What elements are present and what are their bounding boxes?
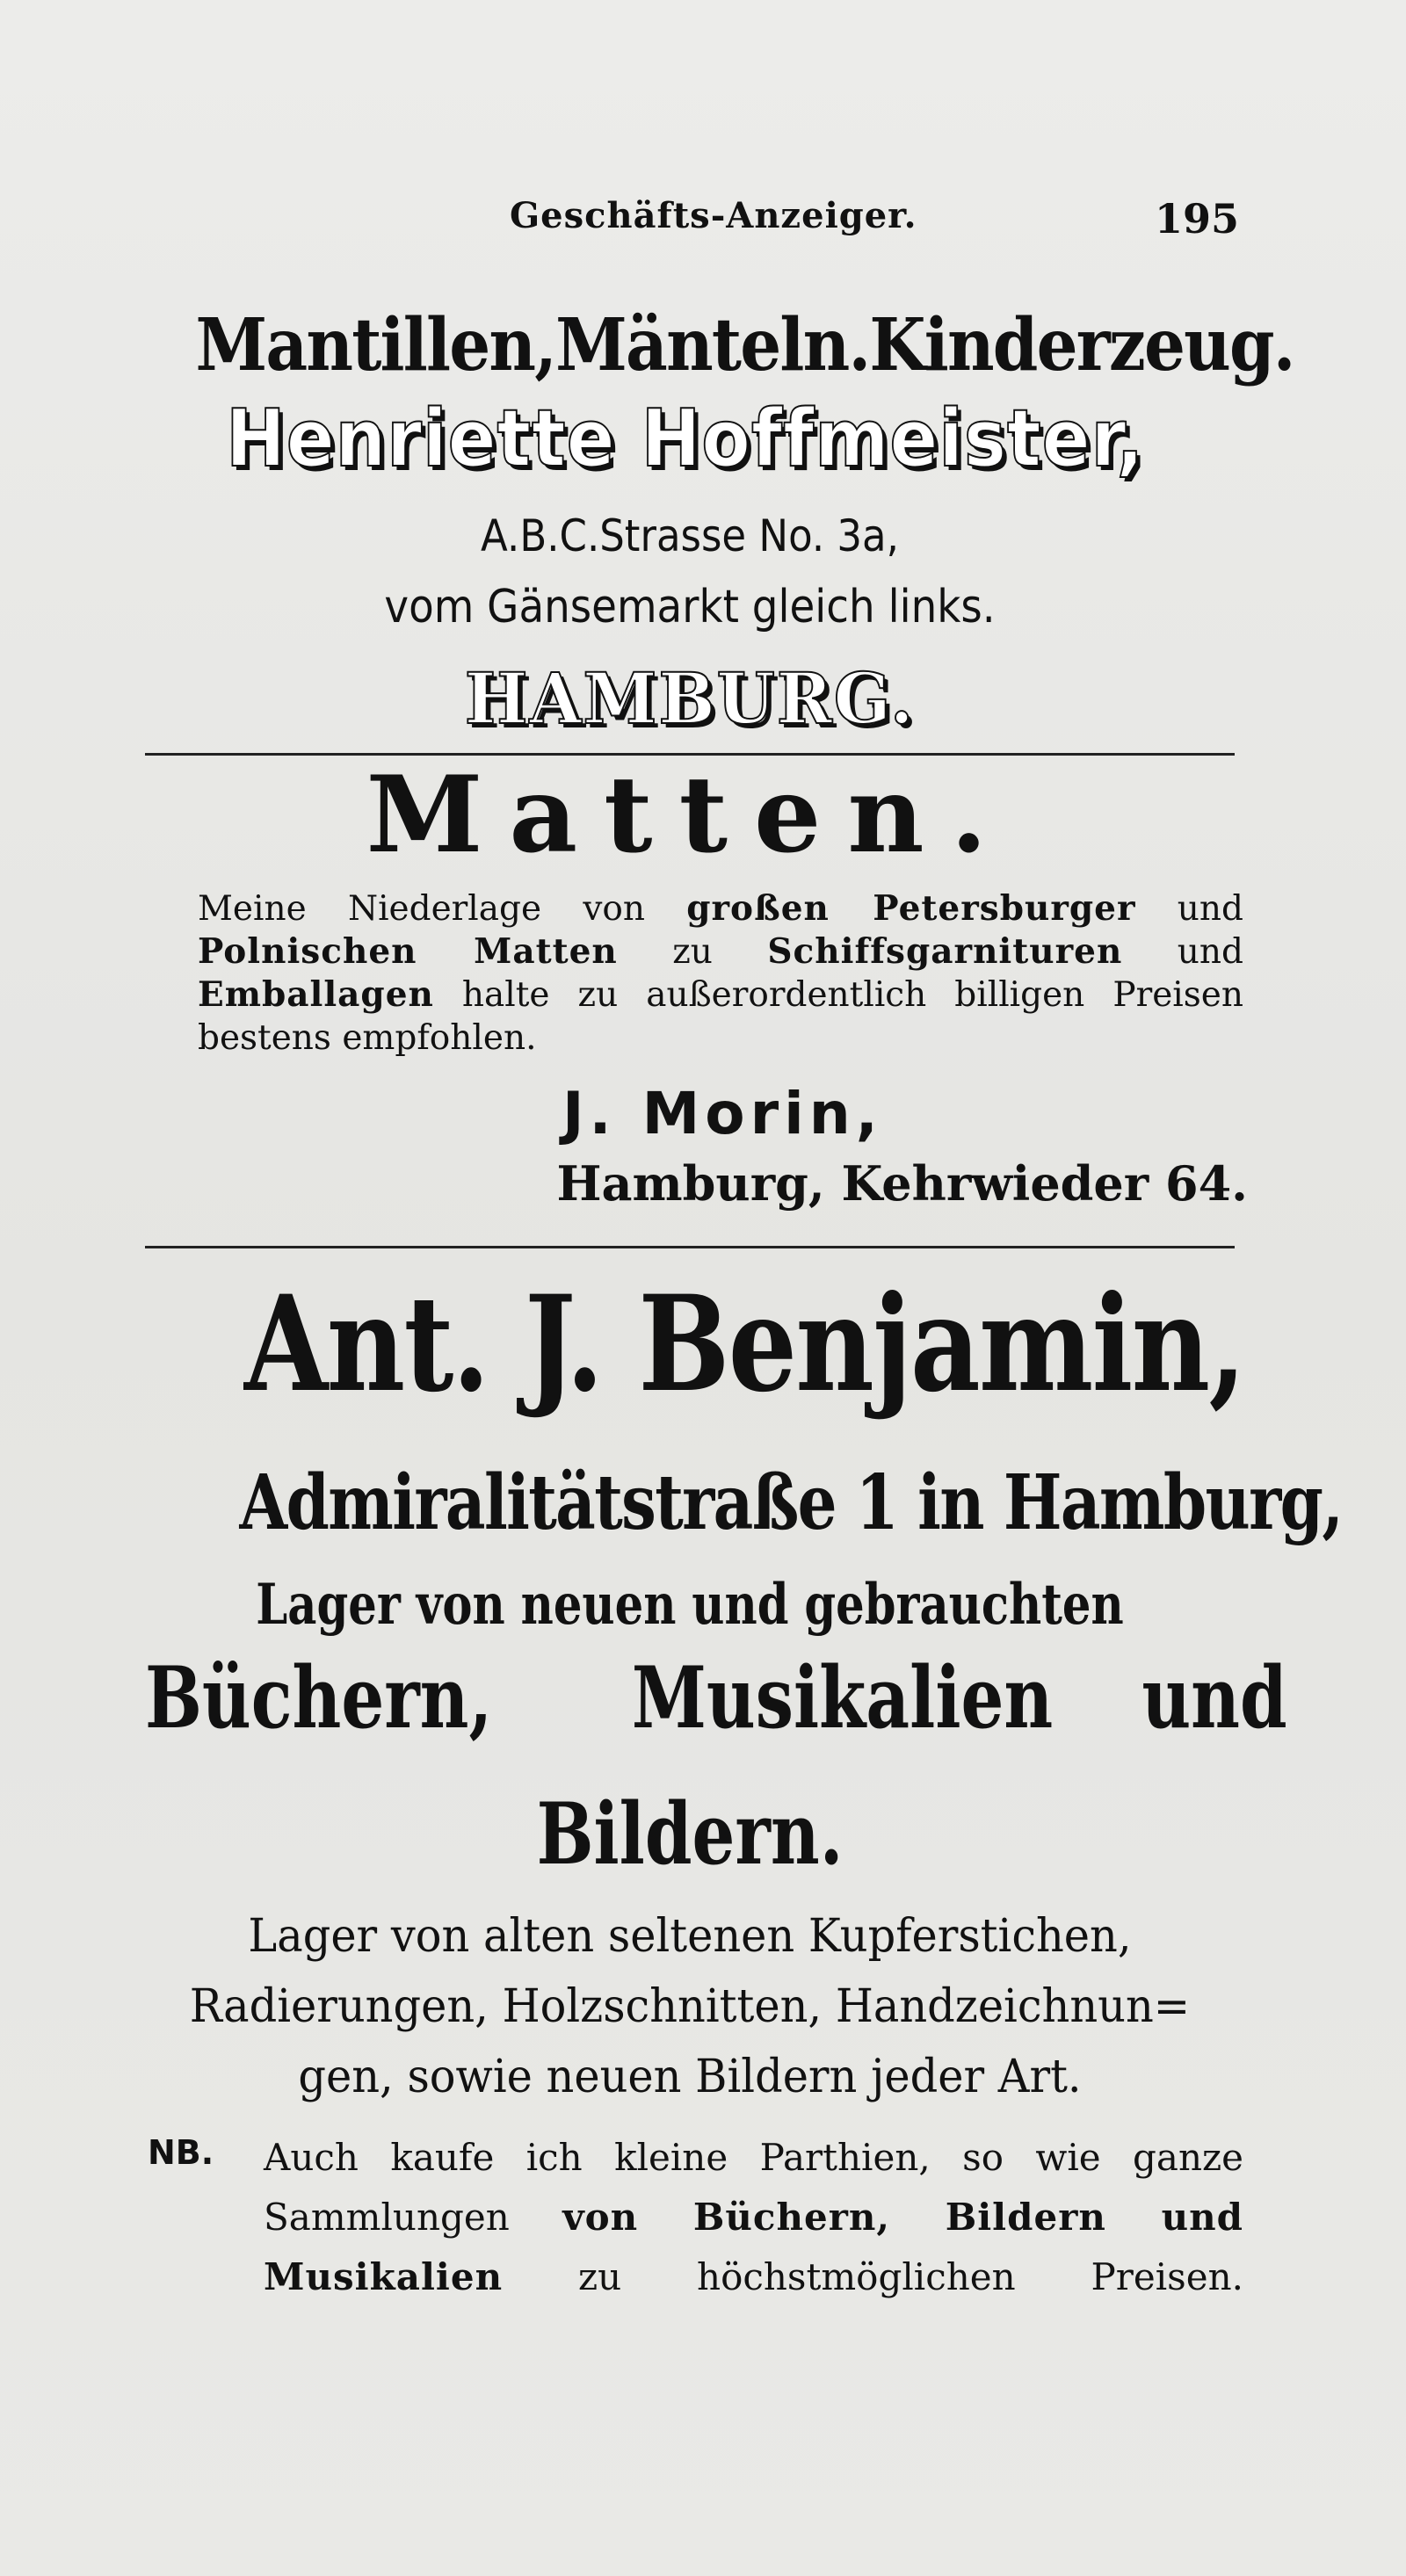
morin-body-line xyxy=(198,887,1243,930)
old-stock-line: gen, sowie neuen Bildern jeder Art. xyxy=(298,2051,1082,2103)
stock-item-music: Musikalien xyxy=(631,1648,1054,1747)
morin-address: Hamburg, Kehrwieder 64. xyxy=(556,1155,1248,1212)
nb-text: zu höchstmöglichen Preisen. xyxy=(503,2255,1243,2298)
morin-name: J. Morin, xyxy=(562,1080,883,1147)
morin-body-text: und xyxy=(1122,932,1243,972)
morin-body-text: und xyxy=(1135,889,1243,929)
morin-body-line xyxy=(198,973,1243,1017)
morin-headline: Matten. xyxy=(366,753,1014,877)
hoffmeister-city: HAMBURG. xyxy=(464,657,916,740)
benjamin-address: Admiralitätstraße 1 in Hamburg, xyxy=(239,1458,1343,1547)
morin-body-text: Meine Niederlage von xyxy=(198,889,687,929)
nb-emphasis: Musikalien xyxy=(264,2255,504,2298)
divider-2 xyxy=(145,1246,1235,1248)
morin-body-text: zu xyxy=(617,932,768,972)
nb-line xyxy=(264,2188,1243,2247)
nb-note xyxy=(264,2128,1243,2307)
old-stock-line: Radierungen, Holzschnitten, Handzeichnun= xyxy=(189,1980,1191,2033)
benjamin-stock-pictures: Bildern. xyxy=(536,1784,844,1884)
stock-item-books: Büchern, xyxy=(145,1648,493,1747)
hoffmeister-address: A.B.C.Strasse No. 3a, xyxy=(481,510,899,561)
morin-body-line xyxy=(198,930,1243,973)
morin-body-text: bestens empfohlen. xyxy=(198,1018,537,1058)
morin-body-emphasis: Emballagen xyxy=(198,974,434,1015)
morin-body-line xyxy=(198,1017,1243,1060)
morin-body-emphasis: großen Petersburger xyxy=(686,888,1136,929)
page-number: 195 xyxy=(1154,195,1239,242)
morin-body-text: halte zu außerordentlich billigen Preisen xyxy=(433,975,1243,1015)
nb-text: Sammlungen xyxy=(264,2196,563,2239)
nb-emphasis: von Büchern, Bildern und xyxy=(562,2196,1244,2239)
hoffmeister-directions: vom Gänsemarkt gleich links. xyxy=(384,581,996,633)
nb-label: NB. xyxy=(148,2133,214,2172)
old-stock-line: Lager von alten seltenen Kupferstichen, xyxy=(248,1910,1132,1963)
morin-body xyxy=(198,887,1243,1060)
stock-item-and: und xyxy=(1141,1648,1287,1747)
nb-text: Auch kaufe ich kleine Parthien, so wie ganze xyxy=(264,2136,1243,2179)
nb-line xyxy=(264,2128,1243,2188)
nb-line xyxy=(264,2247,1243,2307)
running-head xyxy=(141,195,1239,248)
running-head-title: Geschäfts-Anzeiger. xyxy=(510,195,917,236)
hoffmeister-name: Henriette Hoffmeister, xyxy=(226,393,1145,485)
benjamin-stock-items xyxy=(145,1648,1287,1747)
morin-body-emphasis: Polnischen Matten xyxy=(198,931,618,972)
benjamin-name: Ant. J. Benjamin, xyxy=(243,1267,1245,1422)
morin-body-emphasis: Schiffsgarnituren xyxy=(767,931,1123,972)
benjamin-stock-intro: Lager von neuen und gebrauchten xyxy=(256,1572,1124,1638)
hoffmeister-headline: Mantillen,Mänteln.Kinderzeug. xyxy=(195,303,1294,387)
